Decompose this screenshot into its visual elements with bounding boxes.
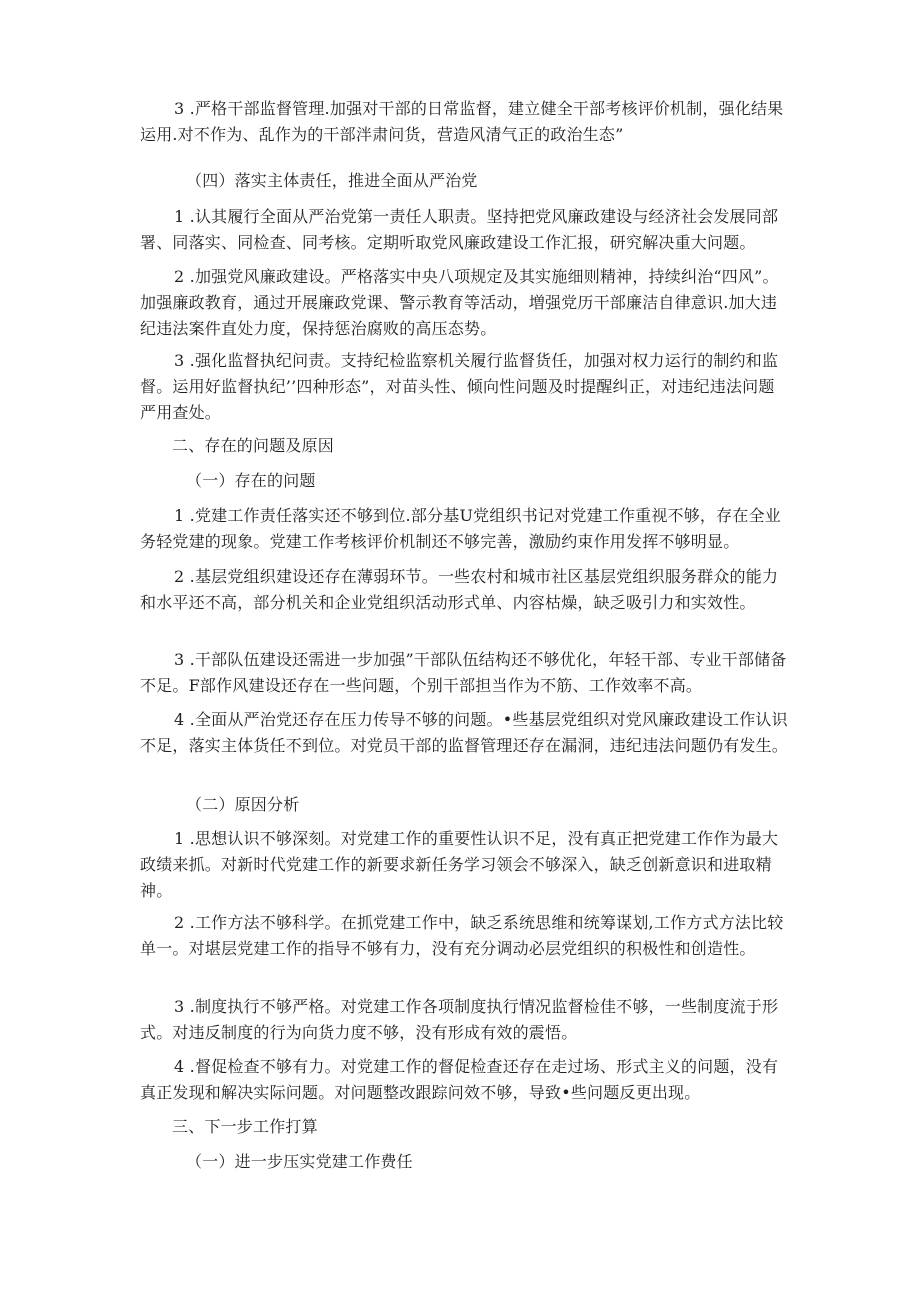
paragraph-supervision-discipline: 3 .强化监督执纪问责。支持纪检监察机关履行监督货任，加强对权力运行的制约和监督。运用好监督执纪’’四种形态”，对苗头性、倾向性问题及时提醒纠正，对违纪违法问题严用查处。 (140, 351, 779, 422)
section-heading-4: （四）落实主体责任，推进全面从严治党 (186, 171, 478, 190)
subsection-heading-party-responsibility: （一）进一步压实党建工作费任 (186, 1152, 413, 1171)
paragraph-cause-4: 4 .督促检查不够有力。对党建工作的督促检查还存在走过场、形式主义的问题，没有真正发现和解决实际问题。对问题整改跟踪问效不够，导致•些问题反更出现。 (140, 1057, 779, 1102)
paragraph-cause-3: 3 .制度执行不够严格。对党建工作各项制度执行情况监督检佳不够，一些制度流于形式。对违反制度的行为向货力度不够，没有形成有效的震悟。 (140, 997, 779, 1042)
paragraph-problem-4: 4 .全面从严治党还存在压力传导不够的问题。•些基层党组织对党风廉政建设工作认识不足，落实主体货任不到位。对党员干部的监督管理还存在漏洞，违纪违法问题仍有发生。 (140, 710, 789, 755)
paragraph-problem-2: 2 .基层党组织建设还存在薄弱环节。一些农村和城市社区基层党组织服务群众的能力和水平还不高，部分机关和企业党组织活动形式单、内容枯燥，缺乏吸引力和实效性。 (140, 567, 779, 612)
section-heading-next-steps: 三、下一步工作打算 (172, 1117, 318, 1136)
paragraph-cause-1: 1 .思想认识不够深刻。对党建工作的重要性认识不足，没有真正把党建工作作为最大政绩来抓。对新时代党建工作的新要求新任务学习领会不够深入，缺乏创新意识和进取精神。 (140, 829, 779, 900)
subsection-heading-existing-problems: （一）存在的问题 (186, 471, 316, 490)
paragraph-problem-3: 3 .干部队伍建设还需进一步加强”干部队伍结构还不够优化，年轻干部、专业干部储备不足。F部作风建设还存在一些问题，个别干部担当作为不筋、工作效率不高。 (140, 650, 787, 695)
paragraph-clean-governance: 2 .加强党风廉政建设。严格落实中央八项规定及其实施细则精神，持续纠治“四风”。加强廉政教育，通过开展廉政党课、警示教育等活动，増强党历干部廉洁自律意识.加大违纪违法案件直处力度，保持惩治腐败的高压态势。 (140, 267, 779, 338)
subsection-heading-cause-analysis: （二）原因分析 (186, 795, 300, 814)
paragraph-first-responsibility: 1 .认其履行全面从严治党第一责任人职责。坚持把党风廉政建设与经济社会发展同部署、同落实、同检查、同考核。定期听取党风廉政建设工作汇报，研究解决重大问题。 (140, 207, 779, 252)
paragraph-strict-cadre-supervision: 3 .严格干部监督管理.加强对干部的日常监督，建立健全干部考核评价机制，强化结果运用.对不作为、乱作为的干部泮肃问货，营造风清气正的政治生态” (140, 99, 784, 144)
paragraph-problem-1: 1 .党建工作责任落实还不够到位.部分基U党组织书记对党建工作重视不够，存在全业务轻党建的现象。党建工作考核评价机制还不够完善，激励约束作用发挥不够明显。 (140, 506, 781, 551)
paragraph-cause-2: 2 .工作方法不够科学。在抓党建工作中，缺乏系统思维和统筹谋划,工作方式方法比较单一。对堪层党建工作的指导不够有力，没有充分调动必层党组织的积极性和创造性。 (140, 913, 784, 958)
section-heading-problems: 二、存在的问题及原因 (172, 436, 335, 455)
